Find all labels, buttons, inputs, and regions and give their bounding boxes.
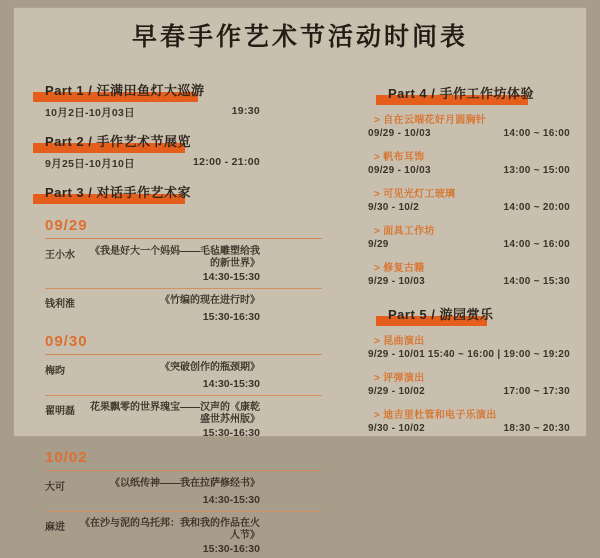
workshop-name: > 自在云端花好月圆胸针 xyxy=(374,115,487,126)
workshop-schedule-row xyxy=(368,239,570,250)
part1-header-label: Part 1 / 汪满田鱼灯大巡游 xyxy=(45,83,205,98)
workshop-name: > 可见光灯工玻璃 xyxy=(374,189,456,200)
talk-row xyxy=(45,295,260,323)
talk-title: 《我是好大一个妈妈——毛毡雕塑给我的新世界》 xyxy=(90,246,260,269)
talk-row xyxy=(45,246,260,283)
talk-row xyxy=(45,518,260,555)
talk-time: 15:30-16:30 xyxy=(202,311,260,323)
talk-title: 花果飘零的世界瑰宝——汉声的《康乾盛世苏州版》 xyxy=(90,402,260,425)
talk-title: 《突破创作的瓶颈期》 xyxy=(160,362,260,373)
part1-header xyxy=(45,83,204,98)
speaker-name: 梅昀 xyxy=(45,366,65,377)
talk-title: 《竹编的现在进行时》 xyxy=(160,295,260,306)
workshop-date: 9/29 xyxy=(368,239,389,250)
part4-header xyxy=(388,86,534,101)
divider xyxy=(45,511,322,512)
part2-schedule-row xyxy=(45,156,260,171)
talk-title: 《以纸传神——我在拉萨修经书》 xyxy=(110,478,260,489)
part2-time: 12:00 - 21:00 xyxy=(193,156,260,168)
part5-header-label: Part 5 / 游园赏乐 xyxy=(388,307,494,322)
talk-time: 14:30-15:30 xyxy=(202,494,260,506)
day-header-0929: 09/29 xyxy=(45,217,322,239)
performance-name: > 迪吉里杜管和电子乐演出 xyxy=(374,410,497,421)
speaker-name: 钱利淮 xyxy=(45,299,75,310)
workshop-schedule-row xyxy=(368,128,570,139)
page-title: 早春手作艺术节活动时间表 xyxy=(131,23,468,51)
talk-time: 14:30-15:30 xyxy=(202,378,260,390)
performance-schedule-row xyxy=(368,423,570,434)
divider xyxy=(45,288,322,289)
workshop-time: 14:00 ~ 20:00 xyxy=(503,202,570,213)
performance-schedule-row xyxy=(368,386,570,397)
workshop-date: 09/29 - 10/03 xyxy=(368,165,431,176)
speaker-name: 大可 xyxy=(45,482,65,493)
part2-header-label: Part 2 / 手作艺术节展览 xyxy=(45,134,191,149)
performance-time: 18:30 ~ 20:30 xyxy=(503,423,570,434)
talk-row xyxy=(45,478,260,506)
workshop-date: 9/30 - 10/2 xyxy=(368,202,420,213)
schedule-poster xyxy=(13,7,587,555)
speaker-name: 麻进 xyxy=(45,522,65,533)
performance-schedule-row xyxy=(368,349,570,360)
part1-date: 10月2日-10月03日 xyxy=(45,107,135,119)
performance-name: > 评弹演出 xyxy=(374,373,425,384)
performance-name: > 昆曲演出 xyxy=(374,336,425,347)
part5-header xyxy=(388,307,493,322)
performance-date: 9/29 - 10/02 xyxy=(368,386,425,397)
speaker-name: 王小水 xyxy=(45,250,75,261)
part2-header xyxy=(45,134,191,149)
part4-header-label: Part 4 / 手作工作坊体验 xyxy=(388,86,534,101)
part1-schedule-row xyxy=(45,105,260,120)
talk-row xyxy=(45,402,260,439)
workshop-schedule-row xyxy=(368,202,570,213)
performance-date: 9/29 - 10/01 xyxy=(368,349,425,360)
talk-title: 《在沙与泥的乌托邦：我和我的作品在火人节》 xyxy=(80,518,260,541)
talk-time: 15:30-16:30 xyxy=(202,427,260,439)
part3-header xyxy=(45,185,191,200)
workshop-name: > 面具工作坊 xyxy=(374,226,435,237)
workshop-time: 14:00 ~ 16:00 xyxy=(503,128,570,139)
divider xyxy=(45,395,322,396)
workshop-name: > 修复古籍 xyxy=(374,263,425,274)
spacer xyxy=(368,296,570,306)
performance-time: 17:00 ~ 17:30 xyxy=(503,386,570,397)
workshop-time: 14:00 ~ 16:00 xyxy=(503,239,570,250)
right-column xyxy=(368,85,570,443)
performance-date: 9/30 - 10/02 xyxy=(368,423,425,434)
left-column xyxy=(45,82,322,558)
speaker-name: 翟明磊 xyxy=(45,406,75,417)
part3-header-label: Part 3 / 对话手作艺术家 xyxy=(45,185,191,200)
workshop-date: 09/29 - 10/03 xyxy=(368,128,431,139)
workshop-schedule-row xyxy=(368,276,570,287)
workshop-time: 14:00 ~ 15:30 xyxy=(503,276,570,287)
workshop-schedule-row xyxy=(368,165,570,176)
part1-time: 19:30 xyxy=(231,105,260,117)
workshop-time: 13:00 ~ 15:00 xyxy=(503,165,570,176)
workshop-name: > 帆布耳饰 xyxy=(374,152,425,163)
performance-time: 15:40 ~ 16:00 | 19:00 ~ 19:20 xyxy=(427,349,570,360)
workshop-date: 9/29 - 10/03 xyxy=(368,276,425,287)
day-header-0930: 09/30 xyxy=(45,333,322,355)
talk-time: 14:30-15:30 xyxy=(202,271,260,283)
talk-time: 15:30-16:30 xyxy=(202,543,260,555)
day-header-1002: 10/02 xyxy=(45,449,322,471)
part2-date: 9月25日-10月10日 xyxy=(45,158,135,170)
talk-row xyxy=(45,362,260,390)
